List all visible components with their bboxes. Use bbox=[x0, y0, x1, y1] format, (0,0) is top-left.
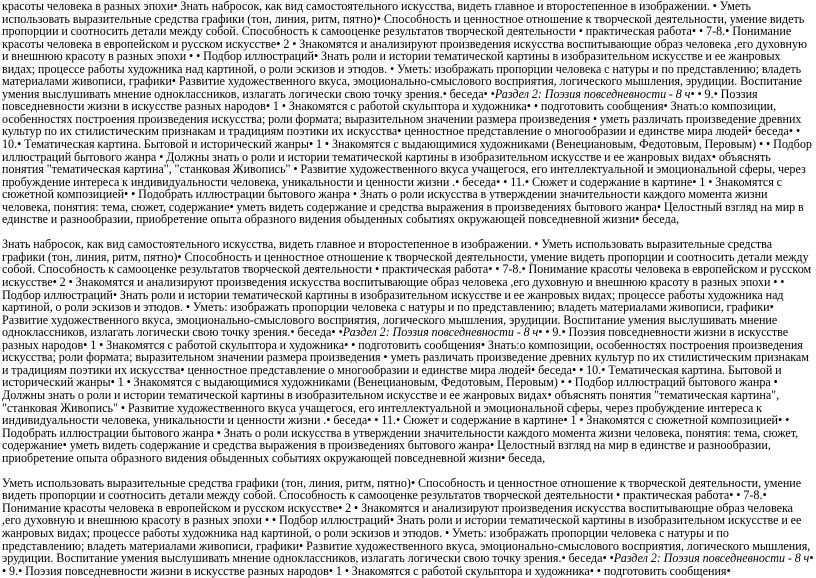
block2-text-part1: Знать набросок, как вид самостоятельного искусства, видеть главное и второстепенное в изображении. • Уметь использовать выразительные средства графики (тон, линия, ритм, пятно)• Способность и ценностное отношение к творческой деятельности, умение видеть пропорции и соотносить детали между собой. Способность к самооценке результатов творческой деятельности • практическая работа• • 7-8.• Понимание красоты человека в европейском и русском искусстве• 2 • Знакомятся и анализируют произведения искусства воспитывающие образ человека ,его духовную и внешнюю красоту в разных эпохи • • Подбор иллюстраций• Знать роли и истории тематической картины в изобразительном искусстве и ее жанровых видах; процессе работы художника над картиной, о роли эскизов и этюдов. • Уметь: изображать пропорции человека с натуры и по представлению; владеть материалами живописи, графики• Развитие художественного вкуса, эмоционально-смыслового восприятия, логического мышления, эрудиции. Воспитание умения выслушивать мнение одноклассников, излагать логически свою точку зрения.• беседа• • bbox=[2, 237, 812, 340]
text-block-3 bbox=[2, 477, 814, 577]
block1-section-heading: Раздел 2: Поэзия повседневности - 8 ч bbox=[494, 86, 691, 101]
block2-section-heading: Раздел 2: Поэзия повседневности - 8 ч bbox=[342, 325, 539, 340]
block2-text-part2: • • 9.• Поэзия повседневности жизни в искусстве разных народов• 1 • Знакомятся с работой скульптора и художника• • подготовить сообщения• Знать:о композиции, особенностях построения произведения искусства; роли формата; выразительном значении размера произведения • уметь различать произведение древних культур по их стилистическим признакам и традициям поэтики их искусства• ценностное представление о многообразии и единстве мира людей• беседа• • 10.• Тематическая картина. Бытовой и исторический жанры• 1 • Знакомятся с выдающимися художниками (Венециановым, Федотовым, Перовым) • • Подбор иллюстраций бытового жанра • Должны знать о роли и истории тематической картины в изобразительном искусстве и ее жанровых видах• объяснять понятия "тематическая картина", "станковая Живопись" • Развитие художественного вкуса учащегося, его интеллектуальной и эмоциональной сферы, через пробуждение интереса к индивидуальности человека, уникальности и ценности жизни .• беседа• • 11.• Сюжет и содержание в картине• 1 • Знакомятся с сюжетной композицией• • Подобрать иллюстрации бытового жанра • Знать о роли искусства в утверждении значительности каждого момента жизни человека, понятия: тема, сюжет, содержание• уметь видеть содержание и средства выражения в произведениях бытового жанра• Целостный взгляд на мир в единстве и разнообразии, приобретение опыта образного видения обыденных событиях окружающей повседневной жизни• беседа, bbox=[2, 325, 809, 465]
text-block-2 bbox=[2, 238, 814, 464]
block1-text-part2: • • 9.• Поэзия повседневности жизни в искусстве разных народов• 1 • Знакомятся с работой скульптора и художника• • подготовить сообщения• Знать:о композиции, особенностях построения произведения искусства; роли формата; выразительном значении размера произведения • уметь различать произведение древних культур по их стилистическим признакам и традициям поэтики их искусства• ценностное представление о многообразии и единстве мира людей• беседа• • 10.• Тематическая картина. Бытовой и исторический жанры• 1 • Знакомятся с выдающимися художниками (Венециановым, Федотовым, Перовым) • • Подбор иллюстраций бытового жанра • Должны знать о роли и истории тематической картины в изобразительном искусстве и ее жанровых видах• объяснять понятия "тематическая картина", "станковая Живопись" • Развитие художественного вкуса учащегося, его интеллектуальной и эмоциональной сферы, через пробуждение интереса к индивидуальности человека, уникальности и ценности жизни .• беседа• • 11.• Сюжет и содержание в картине• 1 • Знакомятся с сюжетной композицией• • Подобрать иллюстрации бытового жанра • Знать о роли искусства в утверждении значительности каждого момента жизни человека, понятия: тема, сюжет, содержание• уметь видеть содержание и средства выражения в произведениях бытового жанра• Целостный взгляд на мир в единстве и разнообразии, приобретение опыта образного видения обыденных событиях окружающей повседневной жизни• беседа, bbox=[2, 86, 812, 227]
text-block-1 bbox=[2, 0, 814, 226]
block3-section-heading: Раздел 2: Поэзия повседневности - 8 ч bbox=[613, 551, 810, 566]
block1-text-part1: красоты человека в разных эпохи• Знать набросок, как вид самостоятельного искусства, видеть главное и второстепенное в изображении. • Уметь использовать выразительные средства графики (тон, линия, ритм, пятно)• Способность и ценностное отношение к творческой деятельности, умение видеть пропорции и соотносить детали между собой. Способность к самооценке результатов творческой деятельности • практическая работа• • 7-8.• Понимание красоты человека в европейском и русском искусстве• 2 • Знакомятся и анализируют произведения искусства воспитывающие образ человека ,его духовную и внешнюю красоту в разных эпохи • • Подбор иллюстраций• Знать роли и истории тематической картины в изобразительном искусстве и ее жанровых видах; процессе работы художника над картиной, о роли эскизов и этюдов. • Уметь: изображать пропорции человека с натуры и по представлению; владеть материалами живописи, графики• Развитие художественного вкуса, эмоционально-смыслового восприятия, логического мышления, эрудиции. Воспитание умения выслушивать мнение одноклассников, излагать логически свою точку зрения.• беседа• • bbox=[2, 0, 808, 101]
block3-text-part1: Уметь использовать выразительные средства графики (тон, линия, ритм, пятно)• Способность и ценностное отношение к творческой деятельности, умение видеть пропорции и соотносить детали между собой. Способность к самооценке результатов творческой деятельности • практическая работа• • 7-8.• Понимание красоты человека в европейском и русском искусстве• 2 • Знакомятся и анализируют произведения искусства воспитывающие образ человека ,его духовную и внешнюю красоту в разных эпохи • • Подбор иллюстраций• Знать роли и истории тематической картины в изобразительном искусстве и ее жанровых видах; процессе работы художника над картиной, о роли эскизов и этюдов. • Уметь: изображать пропорции человека с натуры и по представлению; владеть материалами живописи, графики• Развитие художественного вкуса, эмоционально-смыслового восприятия, логического мышления, эрудиции. Воспитание умения выслушивать мнение одноклассников, излагать логически свою точку зрения.• беседа• • bbox=[2, 475, 811, 566]
block3-text-part2: • • 9.• Поэзия повседневности жизни в искусстве разных народов• 1 • Знакомятся с работой скульптора и художника• • подготовить сообщения• bbox=[2, 551, 814, 578]
